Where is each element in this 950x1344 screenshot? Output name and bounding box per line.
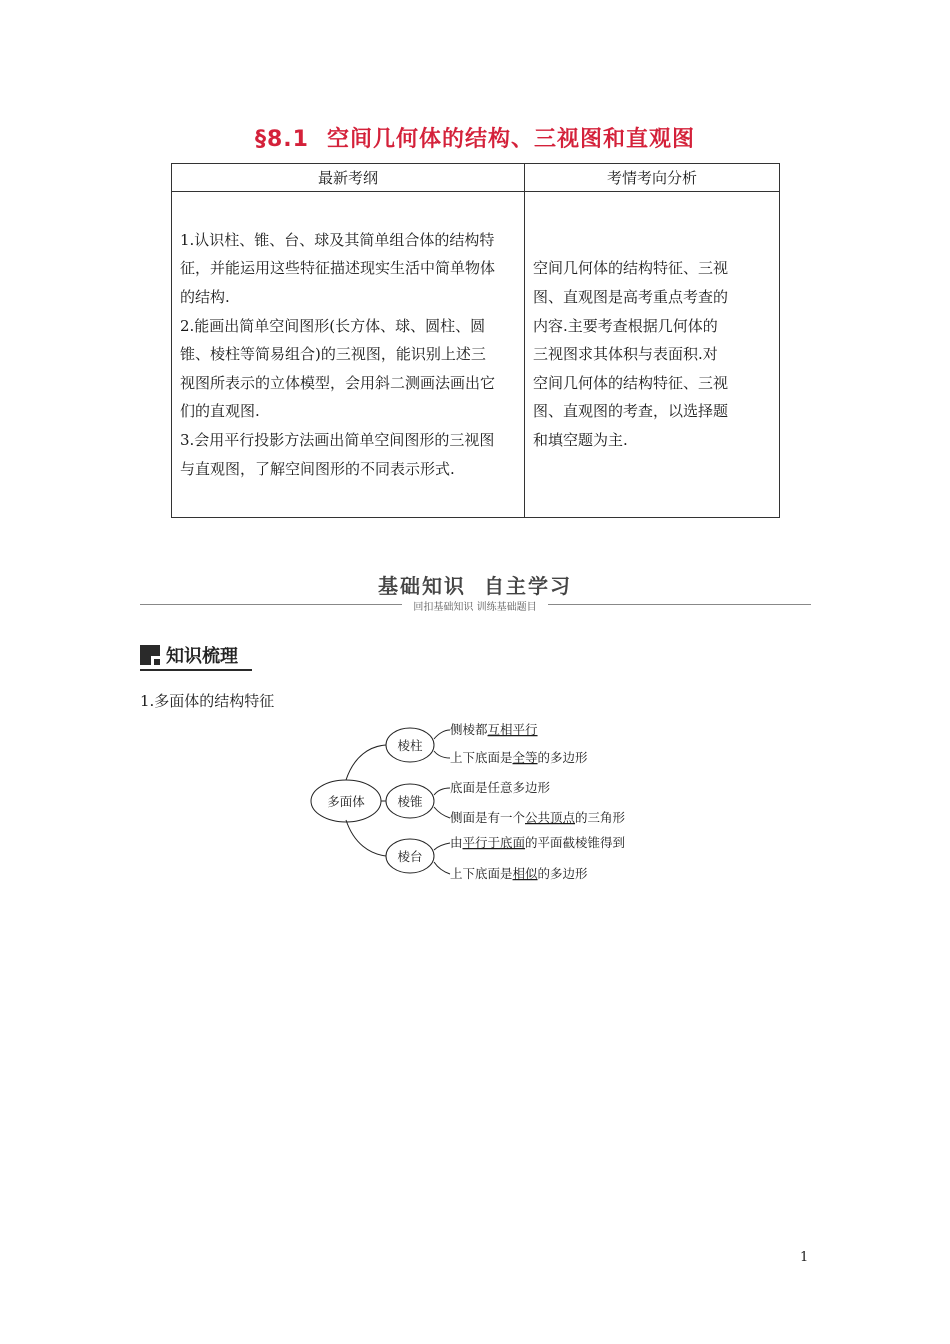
leaf-prism-2 (450, 750, 588, 765)
analysis-line: 空间几何体的结构特征、三视 (533, 259, 729, 278)
analysis-line: 图、直观图是高考重点考查的 (533, 288, 729, 307)
leaf-pyramid-1 (450, 780, 551, 795)
section-square-icon (140, 645, 160, 665)
analysis-line: 图、直观图的考查，以选择题 (533, 402, 729, 421)
outline-cell (172, 192, 525, 518)
edge-frustum-leaf1 (434, 843, 450, 850)
outline-line: 与直观图，了解空间图形的不同表示形式. (180, 459, 455, 478)
edge-prism-leaf2 (434, 751, 450, 758)
edge-root-frustum (346, 820, 386, 856)
outline-line: 的结构. (180, 288, 230, 307)
header-outline: 最新考纲 (172, 164, 525, 192)
edge-pyramid-leaf1 (434, 788, 450, 795)
analysis-line: 空间几何体的结构特征、三视 (533, 373, 729, 392)
leaf-text: 的多边形 (537, 866, 588, 881)
analysis-line: 内容.主要考查根据几何体的 (533, 316, 718, 335)
leaf-text: 的多边形 (537, 750, 588, 765)
node-prism: 棱柱 (397, 738, 423, 753)
leaf-text: 的三角形 (575, 810, 626, 825)
analysis-line: 三视图求其体积与表面积.对 (533, 345, 718, 364)
analysis-line: 和填空题为主. (533, 430, 628, 449)
edge-prism-leaf1 (434, 730, 450, 739)
edge-frustum-leaf2 (434, 862, 450, 874)
leaf-key: 平行于底面 (462, 835, 526, 850)
section-banner (0, 570, 950, 599)
outline-line: 1.认识柱、锥、台、球及其简单组合体的结构特 (180, 230, 495, 249)
leaf-key: 相似 (512, 866, 538, 881)
outline-table (171, 163, 780, 518)
banner-subtitle-text: 回扣基础知识 训练基础题目 (407, 602, 542, 613)
section-title: 空间几何体的结构、三视图和直观图 (326, 127, 695, 152)
leaf-text: 由 (450, 835, 463, 850)
leaf-pyramid-2 (450, 810, 626, 825)
leaf-key: 全等 (512, 750, 538, 765)
node-root: 多面体 (327, 794, 365, 809)
banner-title-left: 基础知识 (378, 574, 466, 598)
outline-line: 2.能画出简单空间图形(长方体、球、圆柱、圆 (180, 316, 486, 335)
header-analysis: 考情考向分析 (525, 164, 780, 192)
leaf-text: 上下底面是 (450, 750, 513, 765)
page-title (0, 122, 950, 153)
leaf-text: 侧棱都 (450, 722, 488, 737)
leaf-text: 底面是任意多边形 (450, 780, 551, 795)
leaf-text: 的平面截棱锥得到 (525, 835, 626, 850)
section-number: §8.1 (255, 127, 309, 152)
leaf-frustum-1 (450, 835, 625, 850)
outline-line: 视图所表示的立体模型，会用斜二测画法画出它 (180, 373, 496, 392)
item-heading: 1.多面体的结构特征 (140, 692, 275, 710)
leaf-text: 侧面是有一个 (450, 810, 526, 825)
knowledge-heading-text: 知识梳理 (166, 646, 238, 667)
outline-line: 征，并能运用这些特征描述现实生活中简单物体 (180, 259, 496, 278)
leaf-key: 公共顶点 (525, 810, 576, 825)
banner-title-right: 自主学习 (484, 574, 572, 598)
mindmap-diagram (310, 712, 640, 892)
edge-root-prism (346, 745, 386, 780)
outline-line: 们的直观图. (180, 402, 260, 421)
outline-line: 3.会用平行投影方法画出简单空间图形的三视图 (180, 430, 495, 449)
knowledge-heading-underline (140, 669, 252, 671)
leaf-key: 互相平行 (487, 722, 538, 737)
knowledge-heading (140, 641, 238, 669)
analysis-cell (525, 192, 780, 518)
leaf-prism-1 (450, 722, 538, 737)
node-pyramid: 棱锥 (397, 794, 423, 809)
edge-pyramid-leaf2 (434, 807, 450, 818)
outline-line: 锥、棱柱等简易组合)的三视图，能识别上述三 (180, 345, 486, 364)
node-frustum: 棱台 (397, 849, 423, 864)
leaf-text: 上下底面是 (450, 866, 513, 881)
banner-subtitle (0, 598, 950, 613)
leaf-frustum-2 (450, 866, 588, 881)
page-number: 1 (800, 1250, 809, 1265)
